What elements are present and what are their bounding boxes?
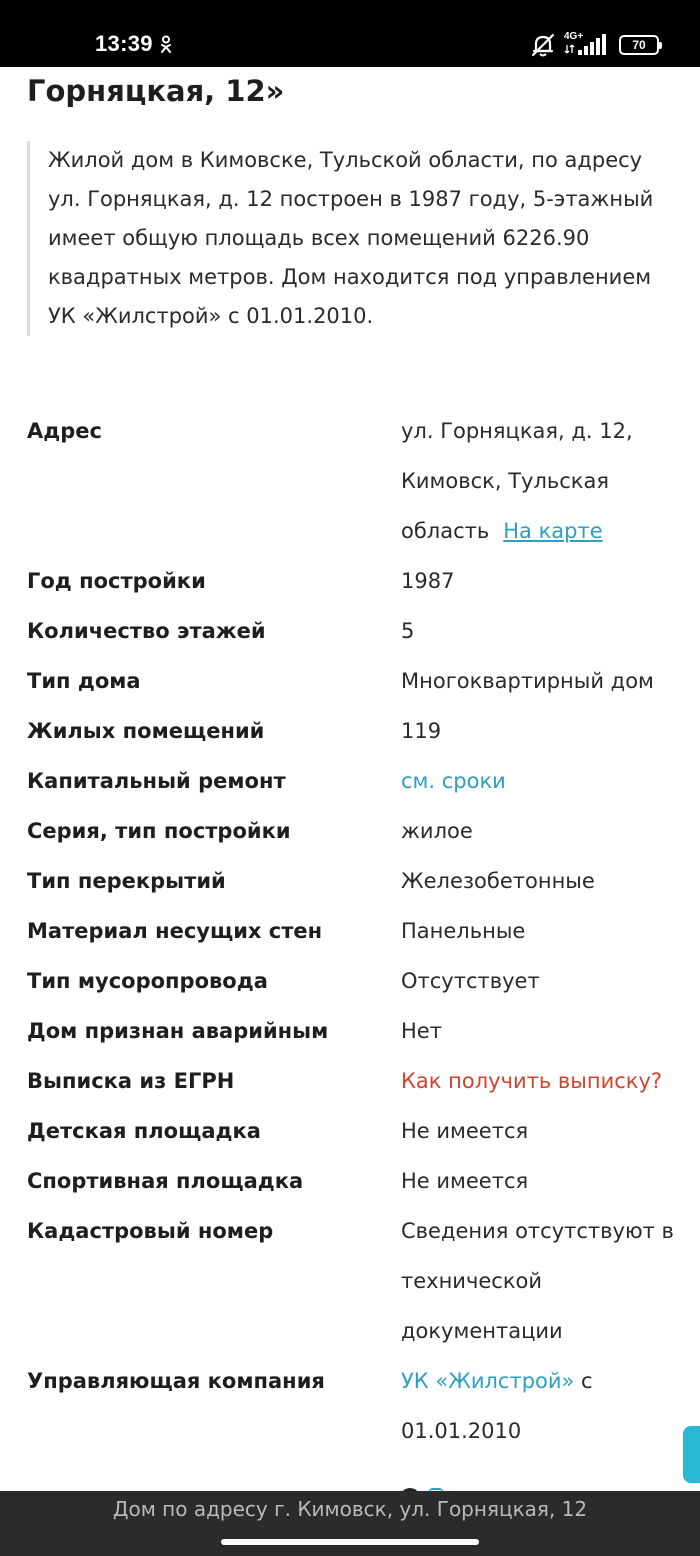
page-url-title: Дом по адресу г. Кимовск, ул. Горняцкая, 12	[112, 1497, 588, 1521]
property-label: Выписка из ЕГРН	[27, 1069, 235, 1093]
property-row-egrn	[27, 1056, 677, 1106]
home-indicator[interactable]	[221, 1539, 479, 1545]
property-value	[401, 1056, 677, 1106]
property-value	[401, 1356, 677, 1456]
property-label: Тип перекрытий	[27, 869, 226, 893]
property-value: Не имеется	[401, 1119, 529, 1143]
property-row-sports	[27, 1156, 677, 1206]
property-label: Тип дома	[27, 669, 141, 693]
property-value: Нет	[401, 1019, 442, 1043]
property-row-emergency	[27, 1006, 677, 1056]
property-label: Количество этажей	[27, 619, 266, 643]
property-value: Сведения отсутствуют в технической документации	[401, 1219, 674, 1343]
property-row-cadastral	[27, 1206, 677, 1356]
property-row-address	[27, 406, 677, 556]
battery-icon: 70	[619, 35, 659, 55]
property-row-residential	[27, 706, 677, 756]
bottom-bar	[0, 1491, 700, 1556]
property-value: Не имеется	[401, 1169, 529, 1193]
property-label: Кадастровый номер	[27, 1219, 274, 1243]
property-value	[401, 756, 677, 806]
signal-icon	[564, 31, 610, 57]
property-value: Многоквартирный дом	[401, 669, 654, 693]
property-label: Материал несущих стен	[27, 919, 323, 943]
property-label: Управляющая компания	[27, 1369, 325, 1393]
notifications-muted-icon	[529, 31, 557, 59]
property-row-floors	[27, 606, 677, 656]
property-row-management	[27, 1356, 677, 1456]
management-since: с 01.01.2010	[401, 1369, 593, 1443]
property-label: Адрес	[27, 419, 102, 443]
property-value: 5	[401, 619, 415, 643]
property-value: жилое	[401, 819, 473, 843]
odnoklassniki-icon	[160, 35, 172, 53]
property-label: Спортивная площадка	[27, 1169, 304, 1193]
management-company-link[interactable]: УК «Жилстрой»	[401, 1369, 575, 1393]
property-value	[401, 406, 677, 556]
property-row-repair	[27, 756, 677, 806]
property-value: 1987	[401, 569, 455, 593]
map-link[interactable]: На карте	[503, 519, 603, 543]
property-value: Отсутствует	[401, 969, 540, 993]
status-bar	[0, 0, 700, 67]
property-row-garbage	[27, 956, 677, 1006]
house-description: Жилой дом в Кимовске, Тульской области, по адресу ул. Горняцкая, д. 12 построен в 1987 году, 5-этажный имеет общую площадь всех помещений 6226.90 квадратных метров. Дом находится под управлением УК «Жилстрой» с 01.01.2010.	[27, 141, 672, 336]
property-row-house-type	[27, 656, 677, 706]
property-label: Жилых помещений	[27, 719, 265, 743]
page-title: Горняцкая, 12»	[27, 74, 285, 108]
status-time: 13:39	[95, 31, 153, 56]
egrn-extract-link[interactable]: Как получить выписку?	[401, 1069, 663, 1093]
side-feedback-tab[interactable]	[683, 1426, 700, 1483]
property-row-year	[27, 556, 677, 606]
property-row-floor-type	[27, 856, 677, 906]
house-properties-table	[27, 406, 677, 1456]
property-value: Панельные	[401, 919, 526, 943]
repair-schedule-link[interactable]: см. сроки	[401, 769, 506, 793]
property-label: Год постройки	[27, 569, 206, 593]
property-row-playground	[27, 1106, 677, 1156]
property-row-series	[27, 806, 677, 856]
property-row-wall-material	[27, 906, 677, 956]
property-label: Серия, тип постройки	[27, 819, 291, 843]
address-text: ул. Горняцкая, д. 12, Кимовск, Тульская область	[401, 419, 633, 543]
network-type: 4G+	[564, 31, 584, 42]
property-value: Железобетонные	[401, 869, 595, 893]
property-label: Дом признан аварийным	[27, 1019, 329, 1043]
property-label: Капитальный ремонт	[27, 769, 286, 793]
property-label: Тип мусоропровода	[27, 969, 268, 993]
property-label: Детская площадка	[27, 1119, 261, 1143]
property-value: 119	[401, 719, 442, 743]
